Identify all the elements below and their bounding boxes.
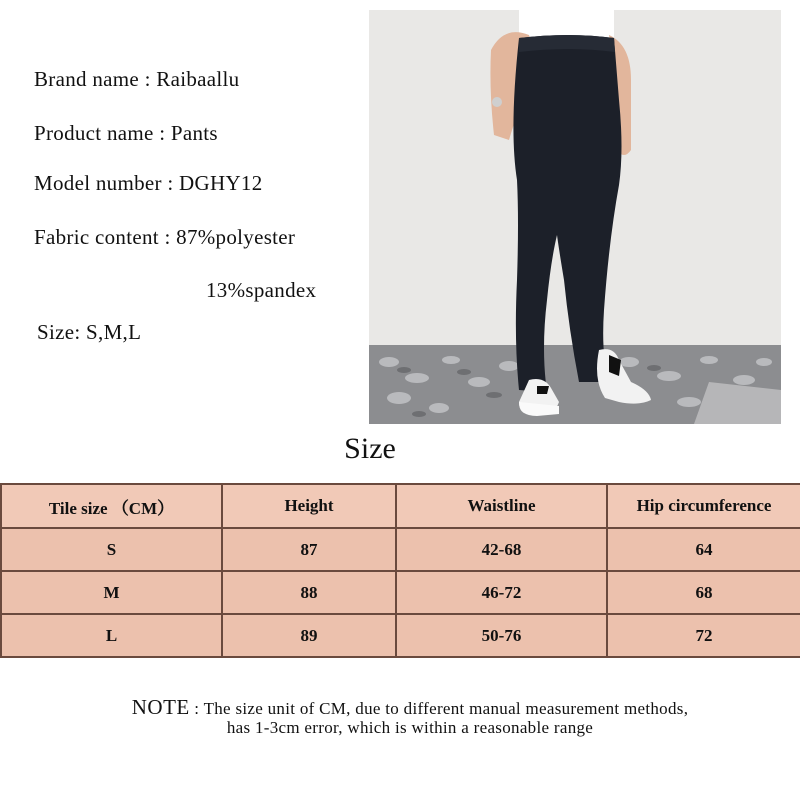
note-text-1: : The size unit of CM, due to different manual measurement methods, bbox=[189, 699, 689, 718]
note-text-2: has 1-3cm error, which is within a reasonable range bbox=[226, 718, 594, 737]
note-line-1 bbox=[0, 695, 800, 719]
product-photo bbox=[369, 10, 781, 424]
header-height: Height bbox=[222, 484, 396, 528]
product-name-text: Product name : Pants bbox=[34, 121, 218, 145]
size-chart-table bbox=[0, 483, 800, 658]
table-row bbox=[1, 571, 800, 614]
fabric-content-second-line: 13%spandex bbox=[206, 278, 317, 302]
size-note bbox=[0, 695, 800, 737]
cell-waistline: 46-72 bbox=[396, 571, 607, 614]
table-row bbox=[1, 614, 800, 657]
cell-size: M bbox=[1, 571, 222, 614]
header-hip-circumference: Hip circumference bbox=[607, 484, 800, 528]
brand-name-text: Brand name : Raibaallu bbox=[34, 67, 240, 91]
cell-height: 89 bbox=[222, 614, 396, 657]
cell-hip: 72 bbox=[607, 614, 800, 657]
model-number-text: Model number : DGHY12 bbox=[34, 171, 263, 195]
cell-waistline: 50-76 bbox=[396, 614, 607, 657]
cell-waistline: 42-68 bbox=[396, 528, 607, 571]
size-chart-title: Size bbox=[344, 432, 396, 465]
cell-hip: 68 bbox=[607, 571, 800, 614]
size-list-text: Size: S,M,L bbox=[37, 320, 142, 344]
table-header-row bbox=[1, 484, 800, 528]
cell-hip: 64 bbox=[607, 528, 800, 571]
header-waistline: Waistline bbox=[396, 484, 607, 528]
table-row bbox=[1, 528, 800, 571]
cell-height: 88 bbox=[222, 571, 396, 614]
header-tile-size: Tile size （CM） bbox=[1, 484, 222, 528]
fabric-content-text: Fabric content : 87%polyester bbox=[34, 225, 296, 249]
note-label: NOTE bbox=[131, 695, 190, 719]
cell-size: S bbox=[1, 528, 222, 571]
cell-height: 87 bbox=[222, 528, 396, 571]
cell-size: L bbox=[1, 614, 222, 657]
